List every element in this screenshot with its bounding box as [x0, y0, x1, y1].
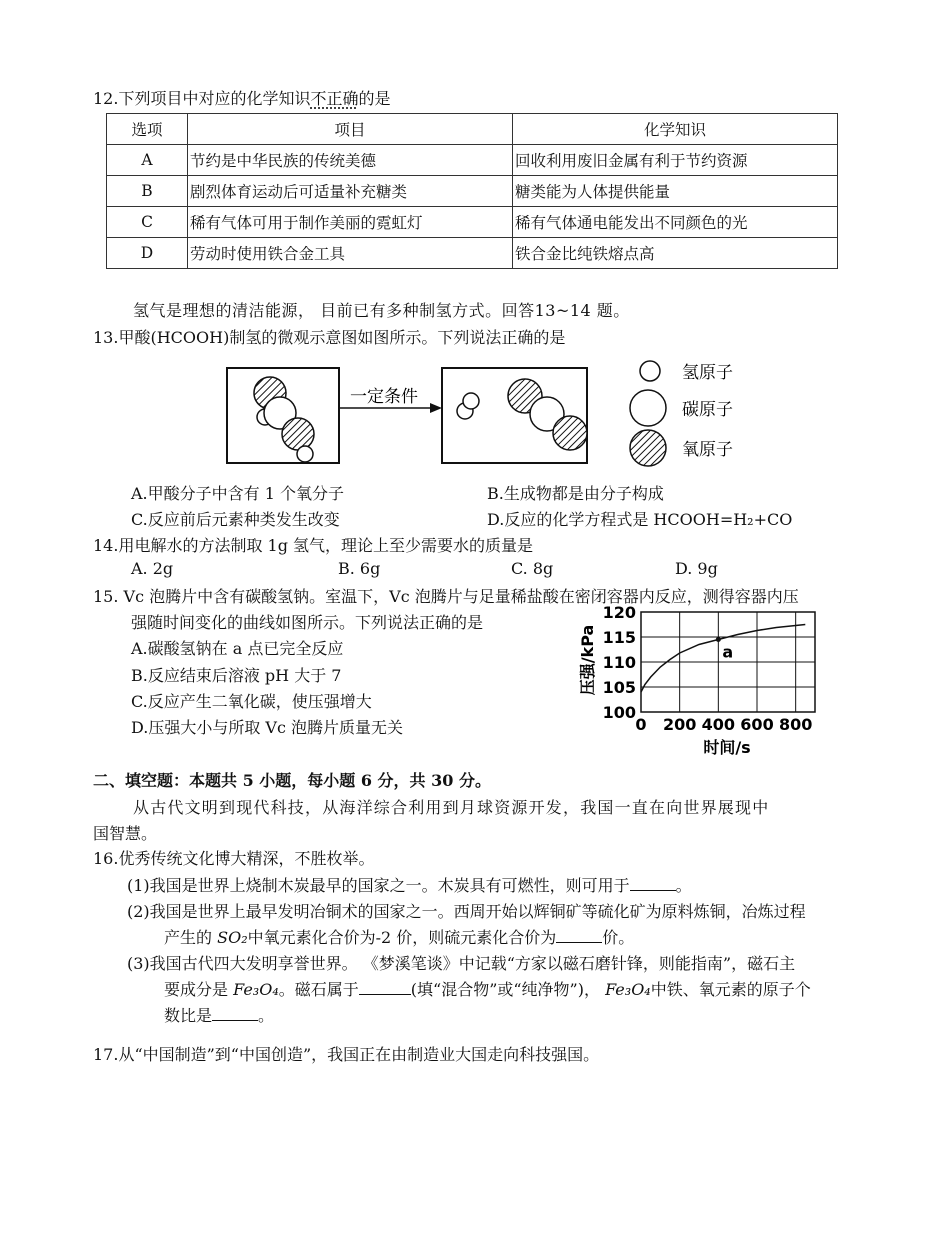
q14-option-c: C. 8g — [511, 559, 554, 578]
legend-oxygen-label: 氧原子 — [682, 440, 733, 460]
q16-part3-line3: 数比是 。 — [164, 1006, 275, 1025]
q12-table — [106, 113, 838, 269]
cell-option: D — [107, 238, 188, 269]
x-tick-label: 400 — [701, 715, 736, 734]
table-row — [107, 207, 838, 238]
cell-option: B — [107, 176, 188, 207]
x-tick-label: 600 — [740, 715, 774, 734]
x-tick-label: 200 — [662, 715, 697, 734]
answer-blank[interactable] — [630, 876, 676, 891]
q16-stem: 16.优秀传统文化博大精深，不胜枚举。 — [93, 849, 375, 868]
legend-carbon-icon — [630, 390, 666, 426]
q14-stem: 14.用电解水的方法制取 1g 氢气，理论上至少需要水的质量是 — [93, 536, 534, 555]
annotation-label: a — [722, 642, 734, 662]
cell-knowledge: 稀有气体通电能发出不同颜色的光 — [513, 207, 838, 238]
arrow-label: 一定条件 — [350, 387, 418, 407]
cell-knowledge: 铁合金比纯铁熔点高 — [513, 238, 838, 269]
oxygen-atom — [553, 416, 587, 450]
q15-stem-line2: 强随时间变化的曲线如图所示。下列说法正确的是 — [131, 613, 484, 632]
y-tick-label: 120 — [602, 603, 636, 622]
chart-ylabel: 压强/kPa — [578, 624, 597, 696]
q14-option-a: A. 2g — [131, 559, 174, 578]
q13-diagram — [220, 358, 740, 468]
q16-part1: (1)我国是世界上烧制木炭最早的国家之一。木炭具有可燃性，则可用于 。 — [127, 876, 692, 895]
q12-stem: 12.下列项目中对应的化学知识不正确的是 — [93, 89, 391, 108]
legend-oxygen-icon — [630, 430, 666, 466]
cell-option: C — [107, 207, 188, 238]
cell-item: 劳动时使用铁合金工具 — [188, 238, 513, 269]
answer-blank[interactable] — [212, 1006, 258, 1021]
legend-carbon-label: 碳原子 — [682, 400, 733, 420]
header-knowledge: 化学知识 — [513, 114, 838, 145]
q16-part2-line1: (2)我国是世界上最早发明冶铜术的国家之一。西周开始以辉铜矿等硫化矿为原料炼铜，冶炼过程 — [127, 902, 806, 921]
cell-knowledge: 回收利用废旧金属有利于节约资源 — [513, 145, 838, 176]
header-item: 项目 — [188, 114, 513, 145]
q13-option-a: A.甲酸分子中含有 1 个氧分子 — [131, 484, 344, 503]
pressure-chart — [575, 600, 835, 760]
legend-hydrogen-label: 氢原子 — [682, 363, 733, 383]
annotation-point — [716, 637, 721, 642]
cell-knowledge: 糖类能为人体提供能量 — [513, 176, 838, 207]
answer-blank[interactable] — [556, 928, 602, 943]
q14-option-d: D. 9g — [675, 559, 718, 578]
answer-blank[interactable] — [359, 980, 411, 995]
y-tick-label: 110 — [602, 653, 636, 672]
hydrogen-atom — [297, 446, 313, 462]
y-tick-label: 105 — [602, 678, 636, 697]
arrow-head-icon — [430, 403, 442, 413]
cell-option: A — [107, 145, 188, 176]
q16-part2-line2: 产生的 SO₂中氧元素化合价为-2 价，则硫元素化合价为 价。 — [164, 928, 635, 947]
section2-intro-line1: 从古代文明到现代科技，从海洋综合利用到月球资源开发，我国一直在向世界展现中 — [133, 798, 770, 817]
q14-option-b: B. 6g — [338, 559, 381, 578]
table-row — [107, 238, 838, 269]
q15-option-c: C.反应产生二氧化碳，使压强增大 — [131, 692, 372, 711]
legend-hydrogen-icon — [640, 361, 660, 381]
cell-item: 稀有气体可用于制作美丽的霓虹灯 — [188, 207, 513, 238]
chart-y-ticks — [603, 603, 636, 722]
cell-item: 剧烈体育运动后可适量补充糖类 — [188, 176, 513, 207]
section2-intro-line2: 国智慧。 — [93, 824, 158, 843]
table-row — [107, 176, 838, 207]
section2-title: 二、填空题：本题共 5 小题，每小题 6 分，共 30 分。 — [93, 771, 491, 790]
q15-option-a: A.碳酸氢钠在 a 点已完全反应 — [131, 639, 344, 658]
y-tick-label: 100 — [602, 703, 636, 722]
q17-stem: 17.从“中国制造”到“中国创造”，我国正在由制造业大国走向科技强国。 — [93, 1045, 600, 1064]
q13-stem: 13.甲酸(HCOOH)制氢的微观示意图如图所示。下列说法正确的是 — [93, 328, 566, 347]
q15-option-d: D.压强大小与所取 Vc 泡腾片质量无关 — [131, 718, 404, 737]
q16-part3-line2: 要成分是 Fe₃O₄。磁石属于 (填“混合物”或“纯净物”)， Fe₃O₄中铁、氧元素的原子个 — [164, 980, 811, 999]
q15-stem-line1: 15. Vc 泡腾片中含有碳酸氢钠。室温下，Vc 泡腾片与足量稀盐酸在密闭容器内反应，测得容器内压 — [93, 587, 799, 606]
q13-option-c: C.反应前后元素种类发生改变 — [131, 510, 340, 529]
header-option: 选项 — [107, 114, 188, 145]
q13-option-d: D.反应的化学方程式是 HCOOH=H₂+CO — [487, 510, 793, 529]
x-tick-label: 800 — [778, 715, 813, 734]
hydrogen-atom — [463, 393, 479, 409]
x-tick-label: 0 — [635, 715, 647, 734]
table-header-row — [107, 114, 838, 145]
q12-emphasis: 不正确 — [310, 89, 359, 108]
q15-option-b: B.反应结束后溶液 pH 大于 7 — [131, 666, 342, 685]
q13-option-b: B.生成物都是由分子构成 — [487, 484, 664, 503]
intro-13-14: 氢气是理想的清洁能源， 目前已有多种制氢方式。回答13~14 题。 — [133, 301, 630, 320]
cell-item: 节约是中华民族的传统美德 — [188, 145, 513, 176]
oxygen-atom — [282, 418, 314, 450]
table-row — [107, 145, 838, 176]
chart-xlabel: 时间/s — [703, 738, 751, 757]
q16-part3-line1: (3)我国古代四大发明享誉世界。 《梦溪笔谈》中记载“方家以磁石磨针锋，则能指南”，磁石主 — [127, 954, 796, 973]
chart-x-ticks — [635, 715, 812, 734]
y-tick-label: 115 — [602, 628, 636, 647]
